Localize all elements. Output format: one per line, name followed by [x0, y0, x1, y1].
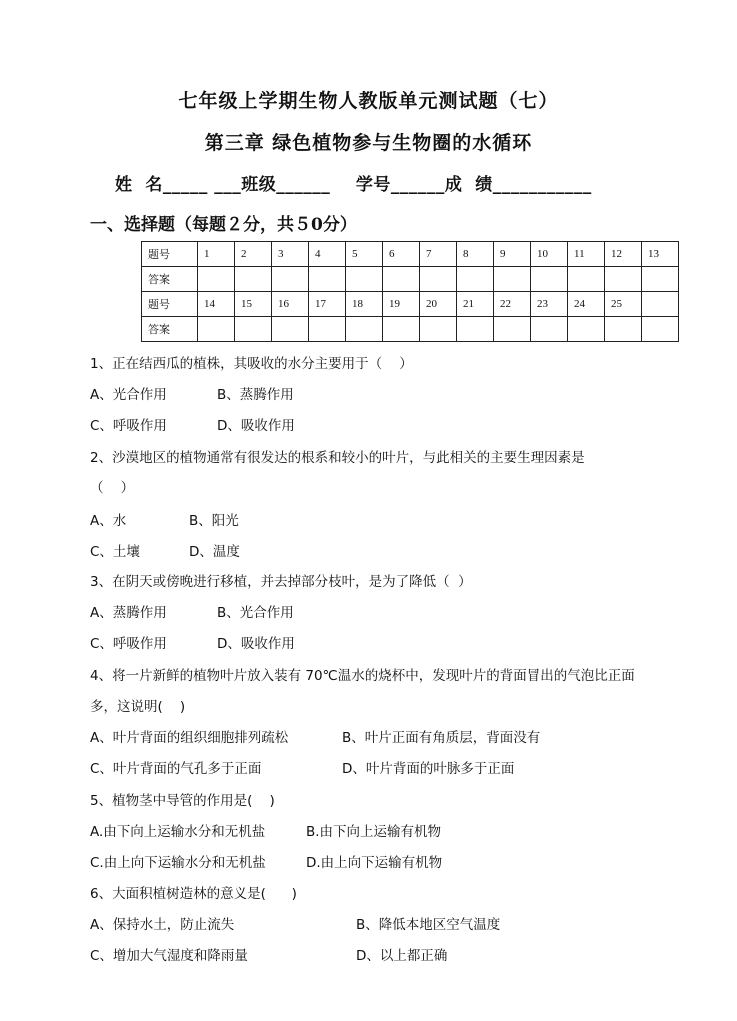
answer-cell[interactable] — [494, 267, 531, 292]
option-b: B、光合作用 — [217, 605, 294, 621]
number-cell: 20 — [420, 292, 457, 317]
question-3: 3、在阴天或傍晚进行移植，并去掉部分枝叶，是为了降低（ ） — [90, 574, 472, 590]
option-c: C、叶片背面的气孔多于正面 — [90, 761, 262, 777]
option-c: C、土壤 — [90, 544, 140, 560]
option-d: D.由上向下运输有机物 — [306, 855, 443, 871]
option-a: A、光合作用 — [90, 387, 167, 403]
number-cell: 21 — [457, 292, 494, 317]
number-cell: 2 — [235, 242, 272, 267]
option-a: A.由下向上运输水分和无机盐 — [90, 824, 266, 840]
answer-table — [141, 241, 679, 342]
answer-cell[interactable] — [198, 267, 235, 292]
answer-cell[interactable] — [272, 317, 309, 342]
answer-cell[interactable] — [383, 267, 420, 292]
option-d: D、吸收作用 — [217, 418, 295, 434]
option-c: C、呼吸作用 — [90, 636, 167, 652]
number-cell: 22 — [494, 292, 531, 317]
answer-cell[interactable] — [420, 317, 457, 342]
number-cell: 15 — [235, 292, 272, 317]
number-cell: 25 — [605, 292, 642, 317]
option-c: C、呼吸作用 — [90, 418, 167, 434]
option-b: B、降低本地区空气温度 — [356, 917, 501, 933]
option-d: D、温度 — [189, 544, 240, 560]
number-cell: 11 — [568, 242, 605, 267]
answer-cell[interactable] — [642, 317, 679, 342]
answer-cell[interactable] — [309, 267, 346, 292]
number-row-2 — [142, 292, 679, 317]
number-row-1 — [142, 242, 679, 267]
number-cell: 24 — [568, 292, 605, 317]
option-c: C、增加大气湿度和降雨量 — [90, 948, 248, 964]
question-4-continued: 多，这说明( ) — [90, 699, 186, 715]
row-label: 题号 — [142, 292, 198, 317]
option-d: D、以上都正确 — [356, 948, 448, 964]
option-d: D、吸收作用 — [217, 636, 295, 652]
answer-cell[interactable] — [642, 267, 679, 292]
answer-cell[interactable] — [346, 267, 383, 292]
answer-cell[interactable] — [383, 317, 420, 342]
question-5: 5、植物茎中导管的作用是( ) — [90, 793, 275, 809]
option-a: A、叶片背面的组织细胞排列疏松 — [90, 730, 289, 746]
number-cell: 9 — [494, 242, 531, 267]
answer-cell[interactable] — [605, 317, 642, 342]
answer-cell[interactable] — [494, 317, 531, 342]
number-cell: 17 — [309, 292, 346, 317]
number-cell — [642, 292, 679, 317]
option-a: A、水 — [90, 513, 127, 529]
answer-cell[interactable] — [568, 267, 605, 292]
answer-cell[interactable] — [235, 317, 272, 342]
number-cell: 5 — [346, 242, 383, 267]
option-a: A、保持水土，防止流失 — [90, 917, 235, 933]
answer-cell[interactable] — [531, 317, 568, 342]
option-b: B.由下向上运输有机物 — [306, 824, 442, 840]
answer-cell[interactable] — [346, 317, 383, 342]
row-label: 答案 — [142, 267, 198, 292]
option-a: A、蒸腾作用 — [90, 605, 167, 621]
section-title: 一、选择题（每题２分，共５0分） — [90, 215, 357, 235]
chapter-title: 第三章 绿色植物参与生物圈的水循环 — [204, 132, 533, 154]
exam-title: 七年级上学期生物人教版单元测试题（七） — [178, 90, 559, 112]
answer-cell[interactable] — [235, 267, 272, 292]
question-1: 1、正在结西瓜的植株，其吸收的水分主要用于（ ） — [90, 356, 413, 372]
answer-cell[interactable] — [605, 267, 642, 292]
option-d: D、叶片背面的叶脉多于正面 — [342, 761, 515, 777]
student-info-line: 姓 名_____ ___班级______ 学号______成 绩___________ — [115, 175, 592, 195]
number-cell: 23 — [531, 292, 568, 317]
number-cell: 18 — [346, 292, 383, 317]
number-cell: 6 — [383, 242, 420, 267]
question-2: 2、沙漠地区的植物通常有很发达的根系和较小的叶片，与此相关的主要生理因素是 — [90, 450, 585, 466]
number-cell: 14 — [198, 292, 235, 317]
question-4: 4、将一片新鲜的植物叶片放入装有 70℃温水的烧杯中，发现叶片的背面冒出的气泡比正面 — [90, 668, 635, 684]
answer-cell[interactable] — [531, 267, 568, 292]
answer-row-1 — [142, 267, 679, 292]
question-2-bracket: （ ） — [90, 480, 135, 496]
number-cell: 4 — [309, 242, 346, 267]
number-cell: 1 — [198, 242, 235, 267]
number-cell: 3 — [272, 242, 309, 267]
answer-cell[interactable] — [309, 317, 346, 342]
number-cell: 10 — [531, 242, 568, 267]
number-cell: 12 — [605, 242, 642, 267]
number-cell: 19 — [383, 292, 420, 317]
answer-cell[interactable] — [420, 267, 457, 292]
number-cell: 13 — [642, 242, 679, 267]
row-label: 答案 — [142, 317, 198, 342]
option-b: B、阳光 — [189, 513, 239, 529]
answer-cell[interactable] — [272, 267, 309, 292]
answer-cell[interactable] — [457, 267, 494, 292]
row-label: 题号 — [142, 242, 198, 267]
number-cell: 8 — [457, 242, 494, 267]
option-b: B、蒸腾作用 — [217, 387, 294, 403]
number-cell: 16 — [272, 292, 309, 317]
answer-cell[interactable] — [457, 317, 494, 342]
answer-row-2 — [142, 317, 679, 342]
answer-cell[interactable] — [198, 317, 235, 342]
number-cell: 7 — [420, 242, 457, 267]
answer-cell[interactable] — [568, 317, 605, 342]
option-b: B、叶片正面有角质层，背面没有 — [342, 730, 541, 746]
option-c: C.由上向下运输水分和无机盐 — [90, 855, 266, 871]
question-6: 6、大面积植树造林的意义是( ) — [90, 886, 297, 902]
